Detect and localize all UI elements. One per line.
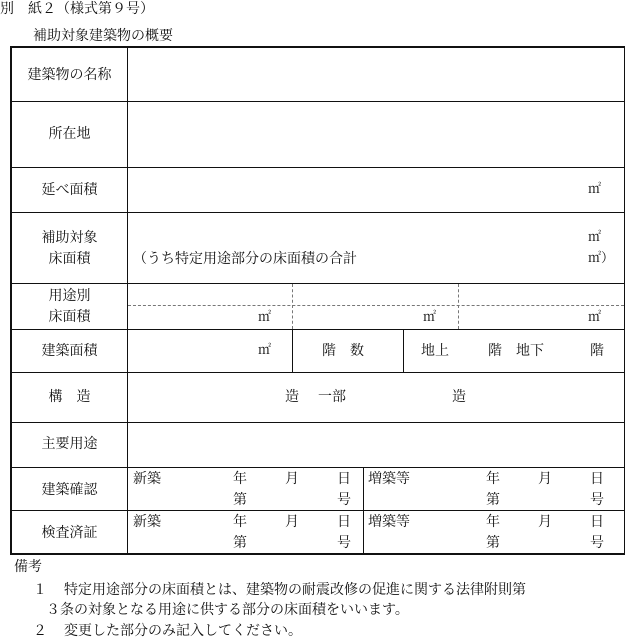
day-label: 日 xyxy=(337,514,351,530)
specific-use-unit: ㎡） xyxy=(588,251,615,266)
row-divider xyxy=(10,372,625,373)
floors-label: 階 数 xyxy=(322,343,364,359)
structure-ichibu: 一部 xyxy=(318,389,346,405)
name-field[interactable] xyxy=(128,48,624,101)
subsidy-area-label-1: 補助対象 xyxy=(41,230,98,246)
total-floor-area-label: 延べ面積 xyxy=(41,182,98,198)
note-2-number: ２ xyxy=(33,623,47,639)
form-number: 別 紙２（様式第９号） xyxy=(0,1,154,17)
permit-center-divider xyxy=(363,468,364,554)
row-divider xyxy=(10,283,625,284)
inspection-extension: 増築等 xyxy=(368,514,410,530)
name-label: 建築物の名称 xyxy=(27,67,112,83)
go-label: 号 xyxy=(590,492,604,508)
month-label: 月 xyxy=(538,471,552,487)
location-field[interactable] xyxy=(128,102,624,167)
structure-zo: 造 xyxy=(452,389,466,405)
building-area-divider xyxy=(292,330,293,372)
notes-heading: 備考 xyxy=(14,559,42,575)
note-1-line-2: ３条の対象となる用途に供する部分の床面積をいいます。 xyxy=(46,602,409,618)
dai-label: 第 xyxy=(486,492,500,508)
floor-label: 階 xyxy=(590,343,604,359)
dai-label: 第 xyxy=(233,492,247,508)
note-2-line-1: 変更した部分のみ記入してください。 xyxy=(64,623,302,639)
below-ground-label: 地下 xyxy=(516,343,544,359)
use-area-label-1: 用途別 xyxy=(48,288,91,304)
row-divider xyxy=(10,212,625,213)
floor-label: 階 xyxy=(488,343,502,359)
use-area-unit: ㎡ xyxy=(423,310,437,325)
use-area-unit: ㎡ xyxy=(588,310,602,325)
note-1-line-1: 特定用途部分の床面積とは、建築物の耐震改修の促進に関する法律附則第 xyxy=(64,582,526,598)
confirmation-new: 新築 xyxy=(133,471,161,487)
building-area-unit: ㎡ xyxy=(258,343,272,358)
table-border-bottom xyxy=(10,553,625,555)
day-label: 日 xyxy=(590,514,604,530)
use-area-label-2: 床面積 xyxy=(48,309,91,325)
confirmation-extension: 増築等 xyxy=(368,471,410,487)
dai-label: 第 xyxy=(233,535,247,551)
inspection-new: 新築 xyxy=(133,514,161,530)
total-floor-area-unit: ㎡ xyxy=(588,182,602,197)
dai-label: 第 xyxy=(486,535,500,551)
note-1-number: １ xyxy=(33,582,47,598)
inspection-label: 検査済証 xyxy=(41,525,98,541)
location-label: 所在地 xyxy=(48,126,91,142)
row-divider xyxy=(10,467,625,468)
confirmation-label: 建築確認 xyxy=(41,482,98,498)
structure-zo: 造 xyxy=(285,389,299,405)
year-label: 年 xyxy=(233,514,247,530)
day-label: 日 xyxy=(590,471,604,487)
month-label: 月 xyxy=(285,514,299,530)
month-label: 月 xyxy=(538,514,552,530)
go-label: 号 xyxy=(337,535,351,551)
use-area-dashed-divider xyxy=(292,284,293,329)
month-label: 月 xyxy=(285,471,299,487)
use-area-unit: ㎡ xyxy=(258,310,272,325)
subsidy-area-unit: ㎡ xyxy=(588,230,602,245)
row-divider xyxy=(10,510,625,511)
specific-use-note: （うち特定用途部分の床面積の合計 xyxy=(133,251,357,267)
year-label: 年 xyxy=(486,471,500,487)
structure-label: 構 造 xyxy=(48,389,91,405)
above-ground-label: 地上 xyxy=(421,343,449,359)
building-area-divider xyxy=(403,330,404,372)
subsidy-area-label-2: 床面積 xyxy=(48,251,91,267)
day-label: 日 xyxy=(337,471,351,487)
use-area-dashed-divider xyxy=(458,284,459,329)
main-use-label: 主要用途 xyxy=(41,436,98,452)
page-title: 補助対象建築物の概要 xyxy=(33,28,173,44)
row-divider xyxy=(10,329,625,330)
go-label: 号 xyxy=(590,535,604,551)
go-label: 号 xyxy=(337,492,351,508)
use-area-dashed-line xyxy=(128,305,624,306)
year-label: 年 xyxy=(233,471,247,487)
year-label: 年 xyxy=(486,514,500,530)
main-use-field[interactable] xyxy=(128,423,624,467)
building-area-label: 建築面積 xyxy=(41,343,98,359)
total-floor-area-field[interactable] xyxy=(128,168,624,212)
